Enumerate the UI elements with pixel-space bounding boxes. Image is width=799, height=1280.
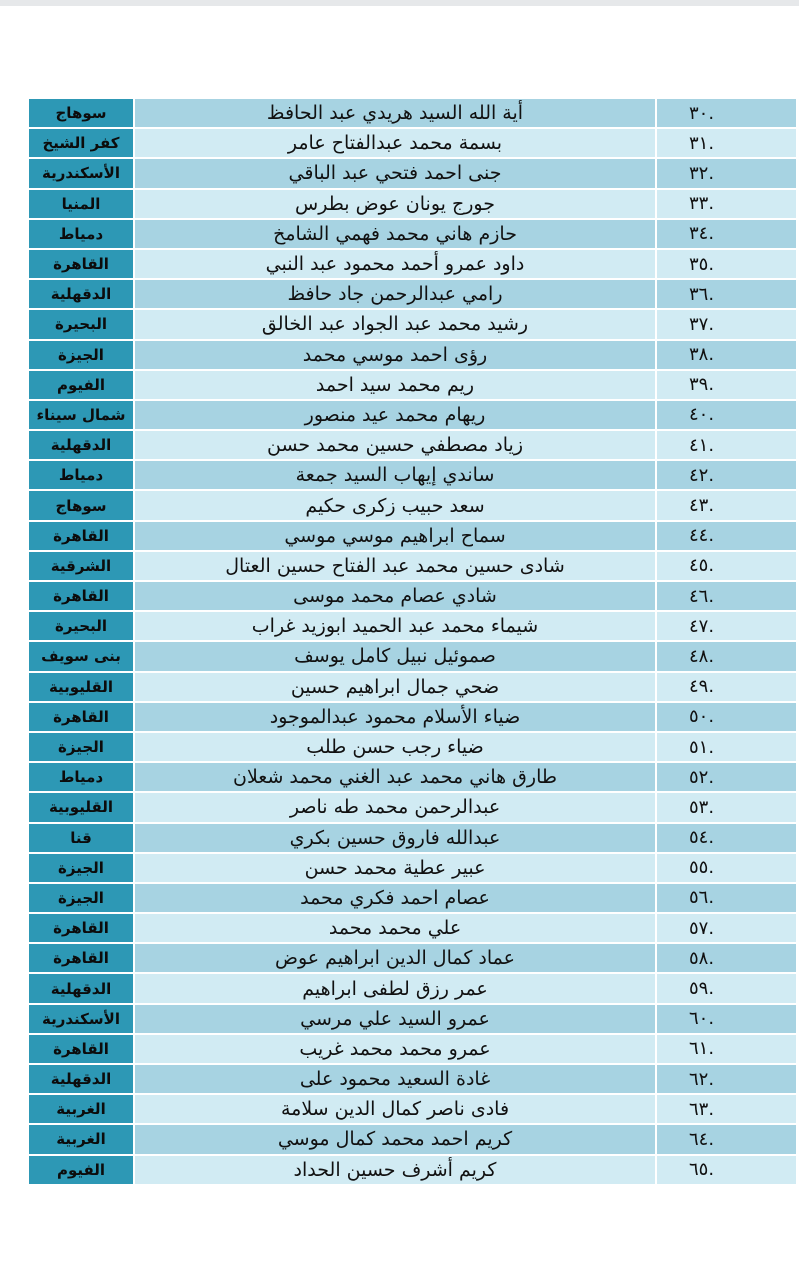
row-number: .٤٤ [657,522,796,552]
row-number: .٣٦ [657,280,796,310]
governorate: القاهرة [29,1035,133,1065]
table-row [29,401,796,431]
table-row [29,582,796,612]
governorate: كفر الشيخ [29,129,133,159]
governorate: القاهرة [29,582,133,612]
person-name: بسمة محمد عبدالفتاح عامر [133,129,657,159]
governorate: القاهرة [29,250,133,280]
row-number: .٥١ [657,733,796,763]
governorate: الدقهلية [29,431,133,461]
governorate: الجيزة [29,884,133,914]
person-name: كريم احمد محمد كمال موسي [133,1125,657,1155]
row-number: .٥٧ [657,914,796,944]
person-name: طارق هاني محمد عبد الغني محمد شعلان [133,763,657,793]
row-number: .٣٧ [657,310,796,340]
table-row [29,914,796,944]
person-name: ريهام محمد عيد منصور [133,401,657,431]
person-name: غادة السعيد محمود على [133,1065,657,1095]
table-row [29,1156,796,1186]
person-name: ضياء الأسلام محمود عبدالموجود [133,703,657,733]
table-row [29,642,796,672]
person-name: رامي عبدالرحمن جاد حافظ [133,280,657,310]
row-number: .٥٩ [657,974,796,1004]
governorate: الدقهلية [29,1065,133,1095]
person-name: فادى ناصر كمال الدين سلامة [133,1095,657,1125]
table-row [29,673,796,703]
row-number: .٤٩ [657,673,796,703]
table-row [29,884,796,914]
governorate: البحيرة [29,310,133,340]
table-row [29,129,796,159]
person-name: أية الله السيد هريدي عبد الحافظ [133,99,657,129]
person-name: عبدالرحمن محمد طه ناصر [133,793,657,823]
table-row [29,793,796,823]
table-row [29,159,796,189]
row-number: .٣٠ [657,99,796,129]
governorate: الشرقية [29,552,133,582]
row-number: .٤٦ [657,582,796,612]
table-row [29,99,796,129]
governorate: الجيزة [29,341,133,371]
person-name: جنى احمد فتحي عبد الباقي [133,159,657,189]
table-row [29,1035,796,1065]
top-divider [0,0,799,6]
governorate: الأسكندرية [29,1005,133,1035]
governorate: القاهرة [29,944,133,974]
table-row [29,1125,796,1155]
governorate: قنا [29,824,133,854]
person-name: عبير عطية محمد حسن [133,854,657,884]
governorate: القاهرة [29,914,133,944]
governorate: القليوبية [29,673,133,703]
governorate: القليوبية [29,793,133,823]
governorate: المنيا [29,190,133,220]
row-number: .٣٥ [657,250,796,280]
person-name: عمرو السيد علي مرسي [133,1005,657,1035]
person-name: ضحي جمال ابراهيم حسين [133,673,657,703]
person-name: صموئيل نبيل كامل يوسف [133,642,657,672]
person-name: ساندي إيهاب السيد جمعة [133,461,657,491]
row-number: .٦٢ [657,1065,796,1095]
table-row [29,733,796,763]
row-number: .٦٠ [657,1005,796,1035]
table-row [29,763,796,793]
row-number: .٤٥ [657,552,796,582]
row-number: .٣١ [657,129,796,159]
row-number: .٣٢ [657,159,796,189]
table-row [29,190,796,220]
person-name: سماح ابراهيم موسي موسي [133,522,657,552]
person-name: عماد كمال الدين ابراهيم عوض [133,944,657,974]
row-number: .٣٤ [657,220,796,250]
person-name: حازم هاني محمد فهمي الشامخ [133,220,657,250]
governorate: دمياط [29,220,133,250]
person-name: كريم أشرف حسين الحداد [133,1156,657,1186]
governorate: شمال سيناء [29,401,133,431]
row-number: .٣٩ [657,371,796,401]
governorate: سوهاج [29,491,133,521]
person-name: رؤى احمد موسي محمد [133,341,657,371]
table-row [29,944,796,974]
person-name: شادي عصام محمد موسى [133,582,657,612]
table-row [29,1095,796,1125]
row-number: .٤٧ [657,612,796,642]
table-row [29,974,796,1004]
governorate: الجيزة [29,854,133,884]
table-row [29,491,796,521]
row-number: .٥٦ [657,884,796,914]
row-number: .٥٠ [657,703,796,733]
governorate: الفيوم [29,371,133,401]
person-name: علي محمد محمد [133,914,657,944]
table-row [29,703,796,733]
person-name: ضياء رجب حسن طلب [133,733,657,763]
table-row [29,1065,796,1095]
person-name: عمر رزق لطفى ابراهيم [133,974,657,1004]
governorate: سوهاج [29,99,133,129]
table-row [29,461,796,491]
row-number: .٣٨ [657,341,796,371]
table-row [29,854,796,884]
row-number: .٤٣ [657,491,796,521]
governorate: القاهرة [29,522,133,552]
participants-table [29,99,796,1186]
person-name: زياد مصطفي حسين محمد حسن [133,431,657,461]
person-name: سعد حبيب زكرى حكيم [133,491,657,521]
person-name: جورج يونان عوض بطرس [133,190,657,220]
governorate: دمياط [29,461,133,491]
row-number: .٦٤ [657,1125,796,1155]
person-name: داود عمرو أحمد محمود عبد النبي [133,250,657,280]
table-row [29,250,796,280]
table-row [29,310,796,340]
governorate: الغربية [29,1125,133,1155]
row-number: .٣٣ [657,190,796,220]
governorate: البحيرة [29,612,133,642]
table-body [29,99,796,1186]
row-number: .٥٨ [657,944,796,974]
governorate: الغربية [29,1095,133,1125]
table-row [29,552,796,582]
governorate: الدقهلية [29,280,133,310]
table-row [29,612,796,642]
table-row [29,280,796,310]
person-name: شيماء محمد عبد الحميد ابوزيد غراب [133,612,657,642]
row-number: .٥٣ [657,793,796,823]
row-number: .٤٨ [657,642,796,672]
table-row [29,1005,796,1035]
governorate: القاهرة [29,703,133,733]
row-number: .٦٥ [657,1156,796,1186]
governorate: بنى سويف [29,642,133,672]
table-row [29,341,796,371]
person-name: عبدالله فاروق حسين بكري [133,824,657,854]
governorate: الأسكندرية [29,159,133,189]
person-name: رشيد محمد عبد الجواد عبد الخالق [133,310,657,340]
row-number: .٥٤ [657,824,796,854]
row-number: .٥٥ [657,854,796,884]
person-name: عمرو محمد محمد غريب [133,1035,657,1065]
row-number: .٦١ [657,1035,796,1065]
row-number: .٤١ [657,431,796,461]
table-row [29,371,796,401]
governorate: الفيوم [29,1156,133,1186]
row-number: .٥٢ [657,763,796,793]
table-row [29,220,796,250]
governorate: الجيزة [29,733,133,763]
table-row [29,522,796,552]
table-row [29,431,796,461]
row-number: .٦٣ [657,1095,796,1125]
person-name: شادى حسين محمد عبد الفتاح حسين العتال [133,552,657,582]
row-number: .٤٠ [657,401,796,431]
person-name: ريم محمد سيد احمد [133,371,657,401]
row-number: .٤٢ [657,461,796,491]
governorate: الدقهلية [29,974,133,1004]
table-row [29,824,796,854]
governorate: دمياط [29,763,133,793]
person-name: عصام احمد فكري محمد [133,884,657,914]
